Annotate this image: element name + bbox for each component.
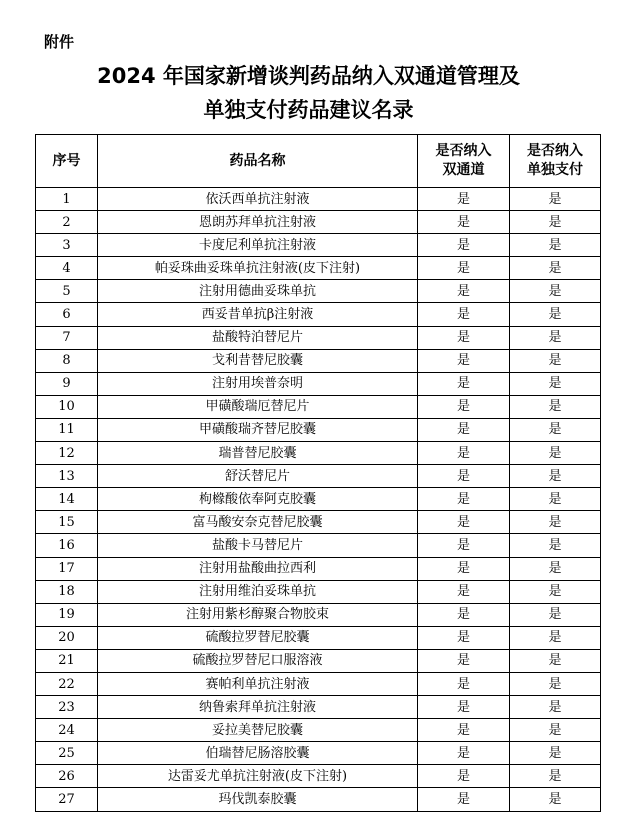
row-index: 5 — [36, 280, 98, 303]
row-drug-name: 舒沃替尼片 — [98, 465, 418, 488]
header-drug-name: 药品名称 — [98, 135, 418, 188]
row-dual-channel: 是 — [418, 188, 510, 211]
row-dual-channel: 是 — [418, 234, 510, 257]
row-separate-payment: 是 — [510, 442, 601, 465]
row-separate-payment: 是 — [510, 742, 601, 765]
attachment-label: 附件 — [44, 33, 75, 51]
row-drug-name: 注射用德曲妥珠单抗 — [98, 280, 418, 303]
row-drug-name: 盐酸卡马替尼片 — [98, 534, 418, 557]
row-drug-name: 盐酸特泊替尼片 — [98, 326, 418, 349]
row-separate-payment: 是 — [510, 257, 601, 280]
row-dual-channel: 是 — [418, 488, 510, 511]
row-drug-name: 伯瑞替尼肠溶胶囊 — [98, 742, 418, 765]
row-dual-channel: 是 — [418, 765, 510, 788]
row-dual-channel: 是 — [418, 742, 510, 765]
table-row — [36, 257, 601, 280]
row-index: 16 — [36, 534, 98, 557]
row-index: 6 — [36, 303, 98, 326]
row-index: 13 — [36, 465, 98, 488]
row-drug-name: 甲磺酸瑞厄替尼片 — [98, 395, 418, 418]
table-row — [36, 188, 601, 211]
row-separate-payment: 是 — [510, 765, 601, 788]
row-drug-name: 依沃西单抗注射液 — [98, 188, 418, 211]
row-separate-payment: 是 — [510, 511, 601, 534]
table-row — [36, 303, 601, 326]
row-index: 11 — [36, 418, 98, 441]
row-dual-channel: 是 — [418, 511, 510, 534]
row-index: 27 — [36, 788, 98, 811]
row-drug-name: 硫酸拉罗替尼口服溶液 — [98, 649, 418, 672]
row-separate-payment: 是 — [510, 696, 601, 719]
table-row — [36, 742, 601, 765]
row-dual-channel: 是 — [418, 326, 510, 349]
row-dual-channel: 是 — [418, 280, 510, 303]
row-separate-payment: 是 — [510, 280, 601, 303]
row-separate-payment: 是 — [510, 349, 601, 372]
table-header-row — [36, 135, 601, 188]
header-index: 序号 — [36, 135, 98, 188]
row-index: 23 — [36, 696, 98, 719]
row-dual-channel: 是 — [418, 395, 510, 418]
row-dual-channel: 是 — [418, 649, 510, 672]
table-row — [36, 765, 601, 788]
row-dual-channel: 是 — [418, 303, 510, 326]
row-drug-name: 硫酸拉罗替尼胶囊 — [98, 626, 418, 649]
row-separate-payment: 是 — [510, 603, 601, 626]
table-row — [36, 626, 601, 649]
row-index: 7 — [36, 326, 98, 349]
row-index: 22 — [36, 672, 98, 695]
row-index: 25 — [36, 742, 98, 765]
row-index: 24 — [36, 719, 98, 742]
row-separate-payment: 是 — [510, 303, 601, 326]
row-separate-payment: 是 — [510, 788, 601, 811]
table-row — [36, 511, 601, 534]
row-drug-name: 戈利昔替尼胶囊 — [98, 349, 418, 372]
table-row — [36, 719, 601, 742]
row-index: 2 — [36, 211, 98, 234]
row-dual-channel: 是 — [418, 418, 510, 441]
row-dual-channel: 是 — [418, 788, 510, 811]
row-separate-payment: 是 — [510, 211, 601, 234]
table-row — [36, 442, 601, 465]
row-dual-channel: 是 — [418, 696, 510, 719]
table-row — [36, 672, 601, 695]
row-dual-channel: 是 — [418, 372, 510, 395]
row-index: 26 — [36, 765, 98, 788]
row-separate-payment: 是 — [510, 534, 601, 557]
table-row — [36, 580, 601, 603]
row-drug-name: 富马酸安奈克替尼胶囊 — [98, 511, 418, 534]
row-drug-name: 赛帕利单抗注射液 — [98, 672, 418, 695]
table-body — [36, 188, 601, 812]
row-index: 20 — [36, 626, 98, 649]
row-dual-channel: 是 — [418, 465, 510, 488]
table-row — [36, 418, 601, 441]
row-index: 19 — [36, 603, 98, 626]
table-row — [36, 603, 601, 626]
row-separate-payment: 是 — [510, 372, 601, 395]
row-separate-payment: 是 — [510, 234, 601, 257]
row-separate-payment: 是 — [510, 188, 601, 211]
table-row — [36, 395, 601, 418]
row-dual-channel: 是 — [418, 557, 510, 580]
row-index: 1 — [36, 188, 98, 211]
table-row — [36, 649, 601, 672]
row-drug-name: 帕妥珠曲妥珠单抗注射液(皮下注射) — [98, 257, 418, 280]
table-row — [36, 349, 601, 372]
row-separate-payment: 是 — [510, 418, 601, 441]
row-separate-payment: 是 — [510, 557, 601, 580]
row-separate-payment: 是 — [510, 672, 601, 695]
table-row — [36, 234, 601, 257]
row-drug-name: 妥拉美替尼胶囊 — [98, 719, 418, 742]
header-separate-payment: 是否纳入 单独支付 — [510, 135, 601, 188]
table-row — [36, 211, 601, 234]
table-row — [36, 326, 601, 349]
row-index: 12 — [36, 442, 98, 465]
row-drug-name: 枸橼酸依奉阿克胶囊 — [98, 488, 418, 511]
row-drug-name: 注射用盐酸曲拉西利 — [98, 557, 418, 580]
row-separate-payment: 是 — [510, 580, 601, 603]
row-separate-payment: 是 — [510, 465, 601, 488]
row-drug-name: 西妥昔单抗β注射液 — [98, 303, 418, 326]
row-separate-payment: 是 — [510, 488, 601, 511]
row-drug-name: 甲磺酸瑞齐替尼胶囊 — [98, 418, 418, 441]
row-index: 15 — [36, 511, 98, 534]
row-dual-channel: 是 — [418, 719, 510, 742]
row-index: 4 — [36, 257, 98, 280]
table-row — [36, 696, 601, 719]
document-title-line2: 单独支付药品建议名录 — [203, 98, 414, 122]
row-dual-channel: 是 — [418, 626, 510, 649]
row-separate-payment: 是 — [510, 626, 601, 649]
row-separate-payment: 是 — [510, 395, 601, 418]
table-row — [36, 465, 601, 488]
row-index: 3 — [36, 234, 98, 257]
row-index: 8 — [36, 349, 98, 372]
row-drug-name: 纳鲁索拜单抗注射液 — [98, 696, 418, 719]
row-dual-channel: 是 — [418, 442, 510, 465]
row-drug-name: 注射用维泊妥珠单抗 — [98, 580, 418, 603]
row-drug-name: 卡度尼利单抗注射液 — [98, 234, 418, 257]
table-row — [36, 534, 601, 557]
table-row — [36, 280, 601, 303]
row-dual-channel: 是 — [418, 534, 510, 557]
row-dual-channel: 是 — [418, 580, 510, 603]
row-dual-channel: 是 — [418, 211, 510, 234]
row-index: 14 — [36, 488, 98, 511]
table-row — [36, 372, 601, 395]
document-title-line1: 2024 年国家新增谈判药品纳入双通道管理及 — [97, 64, 520, 88]
row-drug-name: 玛伐凯泰胶囊 — [98, 788, 418, 811]
table-row — [36, 488, 601, 511]
drug-list-table — [35, 134, 601, 812]
row-dual-channel: 是 — [418, 672, 510, 695]
row-drug-name: 达雷妥尤单抗注射液(皮下注射) — [98, 765, 418, 788]
table-row — [36, 557, 601, 580]
row-index: 9 — [36, 372, 98, 395]
row-dual-channel: 是 — [418, 603, 510, 626]
row-index: 18 — [36, 580, 98, 603]
row-dual-channel: 是 — [418, 349, 510, 372]
row-separate-payment: 是 — [510, 719, 601, 742]
row-dual-channel: 是 — [418, 257, 510, 280]
row-drug-name: 恩朗苏拜单抗注射液 — [98, 211, 418, 234]
row-index: 10 — [36, 395, 98, 418]
row-index: 21 — [36, 649, 98, 672]
row-index: 17 — [36, 557, 98, 580]
row-separate-payment: 是 — [510, 649, 601, 672]
header-dual-channel: 是否纳入 双通道 — [418, 135, 510, 188]
table-row — [36, 788, 601, 811]
row-drug-name: 瑞普替尼胶囊 — [98, 442, 418, 465]
row-drug-name: 注射用埃普奈明 — [98, 372, 418, 395]
row-drug-name: 注射用紫杉醇聚合物胶束 — [98, 603, 418, 626]
row-separate-payment: 是 — [510, 326, 601, 349]
